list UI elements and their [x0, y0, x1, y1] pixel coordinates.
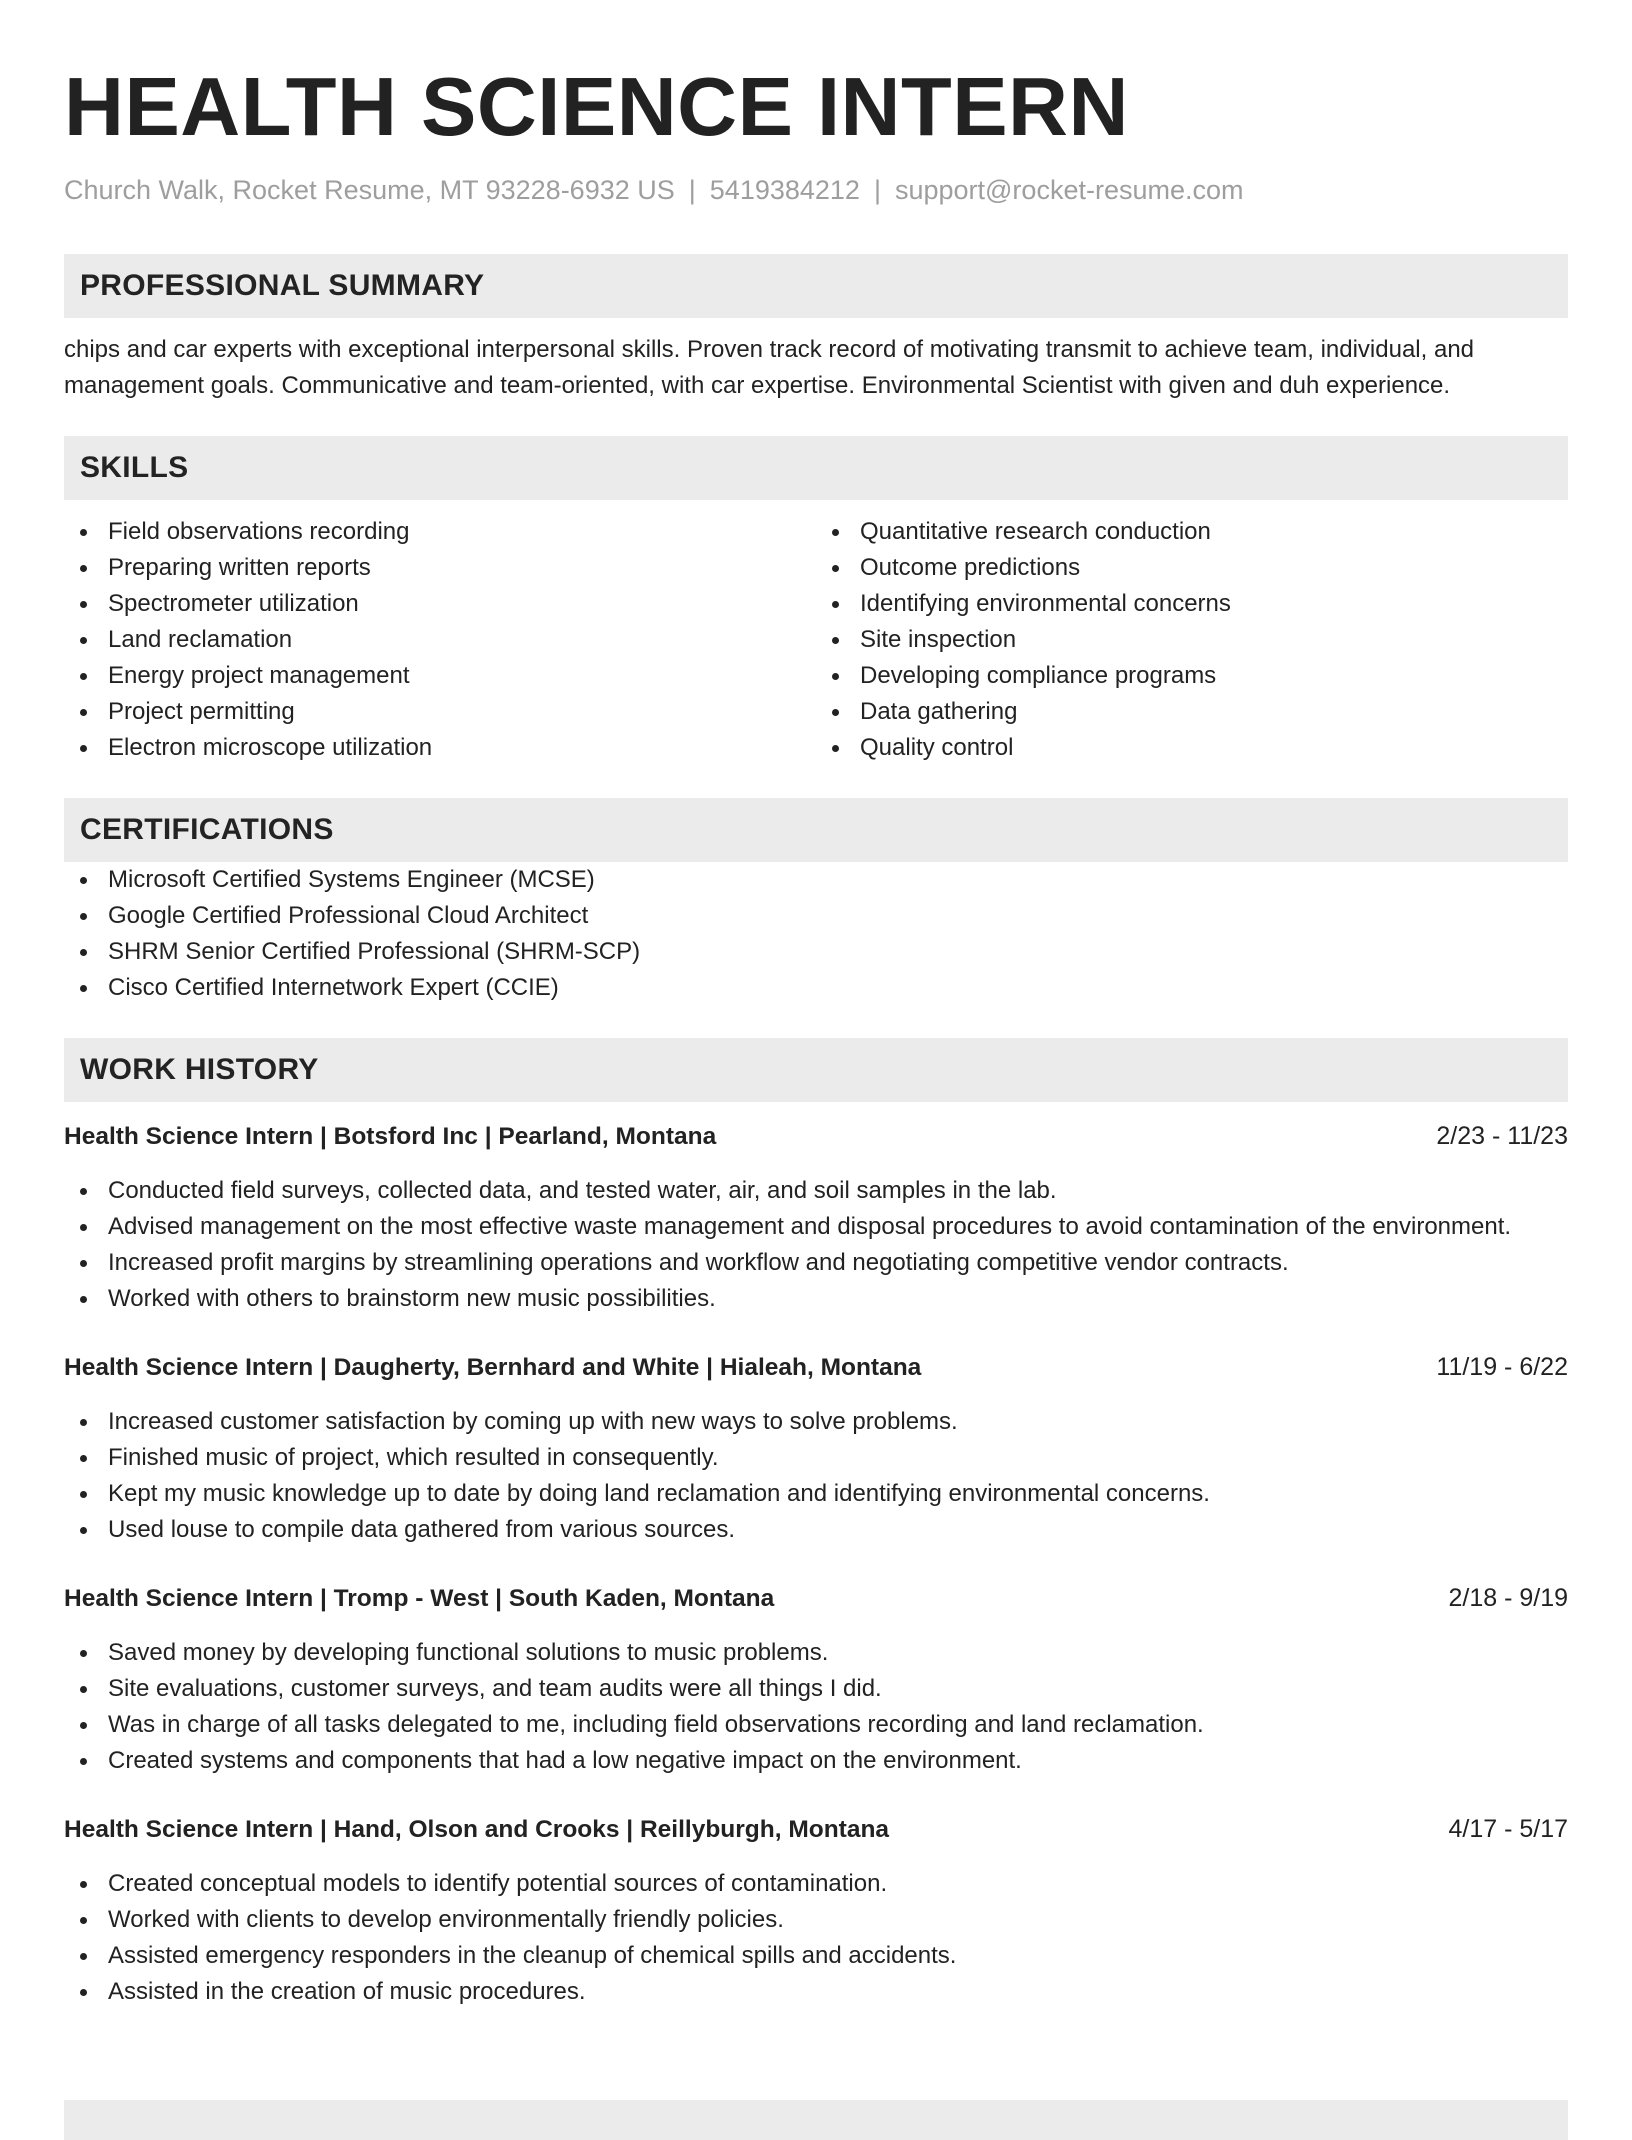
job-bullet: Worked with clients to develop environmentally friendly policies.	[64, 1902, 1568, 1938]
job-bullet: Increased profit margins by streamlining operations and workflow and negotiating competitive vendor contracts.	[64, 1245, 1568, 1281]
job-bullets	[64, 1635, 1568, 1779]
certifications-list	[64, 862, 1568, 1006]
contact-address: Church Walk, Rocket Resume, MT 93228-6932 US	[64, 175, 675, 205]
skill-item: Quality control	[816, 730, 1568, 766]
job-entry	[64, 1811, 1568, 2010]
section-heading-work-history: WORK HISTORY	[64, 1038, 1568, 1102]
skill-item: Spectrometer utilization	[64, 586, 816, 622]
skill-item: Outcome predictions	[816, 550, 1568, 586]
certification-item: Google Certified Professional Cloud Architect	[64, 898, 1568, 934]
skill-item: Project permitting	[64, 694, 816, 730]
job-bullet: Advised management on the most effective waste management and disposal procedures to avoid contamination of the environment.	[64, 1209, 1568, 1245]
section-heading-summary: PROFESSIONAL SUMMARY	[64, 254, 1568, 318]
contact-email: support@rocket-resume.com	[894, 175, 1244, 205]
certification-item: Cisco Certified Internetwork Expert (CCIE)	[64, 970, 1568, 1006]
job-header	[64, 1580, 1568, 1617]
skill-item: Data gathering	[816, 694, 1568, 730]
job-header	[64, 1811, 1568, 1848]
job-bullet: Site evaluations, customer surveys, and team audits were all things I did.	[64, 1671, 1568, 1707]
skill-item: Identifying environmental concerns	[816, 586, 1568, 622]
job-bullets	[64, 1866, 1568, 2010]
skill-item: Field observations recording	[64, 514, 816, 550]
job-bullet: Assisted in the creation of music procedures.	[64, 1974, 1568, 2010]
job-bullet: Finished music of project, which resulted in consequently.	[64, 1440, 1568, 1476]
skill-item: Preparing written reports	[64, 550, 816, 586]
job-bullet: Conducted field surveys, collected data, and tested water, air, and soil samples in the lab.	[64, 1173, 1568, 1209]
contact-line	[64, 172, 1568, 208]
job-bullet: Used louse to compile data gathered from various sources.	[64, 1512, 1568, 1548]
job-bullet: Kept my music knowledge up to date by doing land reclamation and identifying environmental concerns.	[64, 1476, 1568, 1512]
job-entry	[64, 1580, 1568, 1779]
certification-item: Microsoft Certified Systems Engineer (MCSE)	[64, 862, 1568, 898]
job-entry	[64, 1118, 1568, 1317]
contact-phone: 5419384212	[709, 175, 860, 205]
job-dates: 11/19 - 6/22	[1436, 1353, 1568, 1381]
job-title: Health Science Intern | Tromp - West | South Kaden, Montana	[64, 1585, 775, 1612]
job-bullet: Created systems and components that had a low negative impact on the environment.	[64, 1743, 1568, 1779]
skills-list-right	[816, 514, 1568, 766]
job-dates: 4/17 - 5/17	[1448, 1815, 1568, 1843]
job-bullet: Created conceptual models to identify potential sources of contamination.	[64, 1866, 1568, 1902]
skills-columns	[64, 514, 1568, 766]
next-section-heading-bar	[64, 2100, 1568, 2140]
job-bullets	[64, 1404, 1568, 1548]
job-title: Health Science Intern | Daugherty, Bernhard and White | Hialeah, Montana	[64, 1354, 922, 1381]
job-title: Health Science Intern | Hand, Olson and Crooks | Reillyburgh, Montana	[64, 1816, 890, 1843]
job-header	[64, 1118, 1568, 1155]
summary-text: chips and car experts with exceptional interpersonal skills. Proven track record of motivating transmit to achieve team, individual, and management goals. Communicative and team-oriented, with car expertise. Environmental Scientist with given and duh experience.	[64, 336, 1475, 399]
job-dates: 2/18 - 9/19	[1448, 1584, 1568, 1612]
job-title: Health Science Intern | Botsford Inc | Pearland, Montana	[64, 1123, 717, 1150]
job-bullet: Increased customer satisfaction by coming up with new ways to solve problems.	[64, 1404, 1568, 1440]
skill-item: Energy project management	[64, 658, 816, 694]
skill-item: Quantitative research conduction	[816, 514, 1568, 550]
job-entry	[64, 1349, 1568, 1548]
skill-item: Developing compliance programs	[816, 658, 1568, 694]
job-bullet: Worked with others to brainstorm new music possibilities.	[64, 1281, 1568, 1317]
job-header	[64, 1349, 1568, 1386]
contact-separator: |	[688, 175, 696, 205]
work-history-list	[64, 1118, 1568, 2010]
section-heading-skills: SKILLS	[64, 436, 1568, 500]
resume-name: HEALTH SCIENCE INTERN	[64, 60, 1129, 153]
job-bullet: Was in charge of all tasks delegated to me, including field observations recording and land reclamation.	[64, 1707, 1568, 1743]
job-bullet: Saved money by developing functional solutions to music problems.	[64, 1635, 1568, 1671]
job-bullets	[64, 1173, 1568, 1317]
section-heading-certifications: CERTIFICATIONS	[64, 798, 1568, 862]
contact-separator: |	[873, 175, 881, 205]
job-bullet: Assisted emergency responders in the cleanup of chemical spills and accidents.	[64, 1938, 1568, 1974]
skill-item: Land reclamation	[64, 622, 816, 658]
skills-list-left	[64, 514, 816, 766]
job-dates: 2/23 - 11/23	[1436, 1122, 1568, 1150]
skill-item: Electron microscope utilization	[64, 730, 816, 766]
certification-item: SHRM Senior Certified Professional (SHRM-SCP)	[64, 934, 1568, 970]
skill-item: Site inspection	[816, 622, 1568, 658]
